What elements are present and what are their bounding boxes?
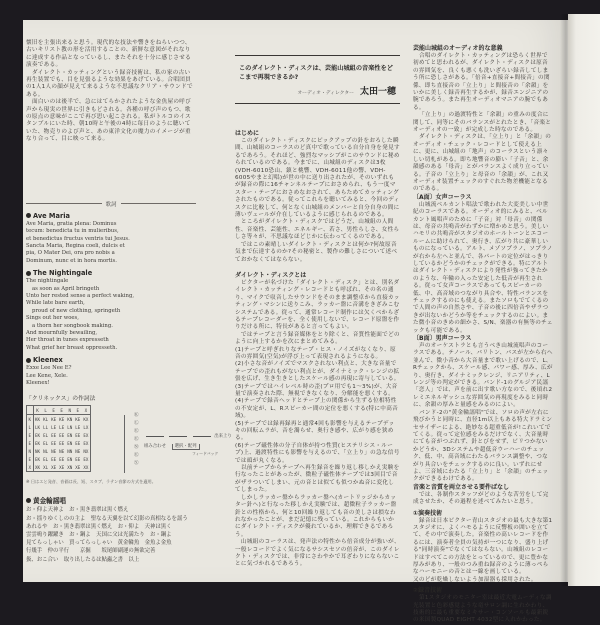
- bullet-icon: [26, 498, 31, 503]
- table-cell: NX: [83, 448, 89, 454]
- table-header-cell: E: [58, 406, 66, 415]
- next-page-edge: [568, 14, 600, 586]
- article-title: このダイレクト・ディスクは、芸能山城組の音楽性をどこまで再現できるか?: [239, 65, 393, 81]
- lyric-line: And mournfully bewailing,: [26, 329, 98, 336]
- section-body: [413, 518, 553, 585]
- lyric-line: While late bare earth,: [26, 300, 85, 307]
- lyric-line: Dominum, nunc et in hora mortis.: [26, 257, 117, 264]
- arrow-icon: [146, 436, 164, 437]
- lyric-line: 行幾手 仲の平行 京掘 坂尾師副運の無欲完善: [26, 548, 156, 555]
- table-cell: EE: [59, 432, 65, 438]
- table-cell: EX: [83, 456, 89, 462]
- paragraph: (5)テープでは録再録再と通常4回も影響を与えるテープデッキの回転ムラが、音を濁らせ、奥行き感や、広がり感を狭める。: [235, 420, 395, 442]
- table-cell: EN: [67, 432, 73, 438]
- song-title-text: Kleenex: [33, 356, 63, 365]
- paragraph: では、各制作スタッフがどのような苦労をして完成させたか、その過程を述べてみたいと思う。: [413, 491, 549, 506]
- table-row: [27, 415, 91, 424]
- lyric-line: Sings out her woes,: [26, 315, 79, 322]
- lyric-line: Lee Kene, Xele.: [26, 372, 68, 379]
- table-row: [27, 463, 91, 472]
- table-cell: KE: [75, 416, 81, 422]
- lyric-line: Kleenex!: [26, 380, 50, 386]
- table-cell: KE: [51, 416, 57, 422]
- section-body: [413, 343, 553, 484]
- table-header-cell: E: [74, 406, 82, 415]
- table-cell: EE: [59, 456, 65, 462]
- table-cell: NK: [35, 448, 41, 454]
- lyric-line: et benedictus fructus ventris tui Jesus.: [26, 235, 130, 242]
- song-title-kleenex: [26, 356, 196, 364]
- paragraph: 又のどが乾燥しないよう加湿器も採用された。: [413, 576, 537, 583]
- letter-combination-table: [26, 405, 91, 472]
- section-body: [413, 53, 553, 194]
- table-cell: EX: [83, 440, 89, 446]
- table-cell: XE: [59, 464, 65, 470]
- paragraph: ではテープと言う録音媒体をとり除くと、音質性能面でどのように向上するかを次にまとめてみる。: [235, 331, 400, 346]
- table-cell: EE: [51, 440, 57, 446]
- divider: [26, 203, 102, 204]
- paragraph: バンド-2の"黄金輪謡唱"では、ソロの声が左右に飛びかうと同時に、直径1m以上もある特大ドラミンセサイザーによる、絶妙なる超重低音が!これいてでてくる。従って定位感をみるだけでなく、大音量時にても音がつぶれず、針とびをせず、ビリつかないかどうか、3Dシステムや超低音ウーハーのチェック、低、中、高音域にわたるバランス調整や、つながり具合いをチェックするのに良い。いずれにせよ、三音域にわたる「立上り」と「余韻」のチェックができるわけである。: [413, 409, 553, 483]
- song-title-text: 黄金輪謡唱: [33, 497, 66, 506]
- subsection-heading: ②録音技術: [413, 587, 443, 595]
- table-cell: LE: [59, 424, 65, 430]
- song-title-ave-maria: [26, 212, 196, 220]
- lyric-line: Her throat in tunes expresseth: [26, 337, 109, 344]
- circled-letter: Ⓔ: [134, 429, 139, 435]
- divider: [121, 203, 197, 204]
- paragraph: (4)テープで録音へッドとテープ上の関係から生ずる位相特性の不安定が、L、Rスピーカー間の定位を悪くする(特に中高音域)。: [235, 398, 398, 420]
- flow-feedback: フィードバック: [192, 451, 219, 457]
- table-cell: LE: [75, 424, 81, 430]
- lyric-line: What grief her breast oppresseth.: [26, 344, 118, 351]
- flow-result: 出来上り: [214, 434, 232, 440]
- table-header-cell: E: [50, 406, 58, 415]
- paragraph: 声のオーケストラとも言うべき山城流唱声のコーラスである。テノール、バリトン、バスが左から右へ並んで、微小音から大音量まで歌い上げるので、L、Rチェックから、スケール感、パワー感、厚み、広がり、奥行き、ダイナミックレンジ、リニアリティ、Lレンジ等の判定ができる。バンド-1のグルジア民謡「恋人」では、声を前に出す歌い方なので、後頃れ2レミエネルギッシュな雰囲気の再現度をみると同時に、余韻の厚みと量感をみるのによい。: [413, 343, 553, 409]
- row-label: E: [28, 456, 32, 462]
- lyric-line: The nightingale: [26, 278, 69, 285]
- paragraph: (6)テープ磁性体の分子自体が持つ性質(ヒステリシス・ループ)上、過渡特性にも影響を与えるので、「立上り」の急な信号では頭が丸くなる。: [235, 442, 400, 464]
- table-cell: EL: [43, 432, 49, 438]
- table-cell: EE: [51, 432, 57, 438]
- table-cell: KE: [59, 416, 65, 422]
- lyric-line: お・揺りゆくしのの主よ 聖なる天翼を以て幻影の真相なるを謡う: [26, 515, 188, 522]
- paragraph: 山城流ベルカント唱法で歌われた大変美しい中世紀のコーラスである。オーディオ的にみると、ベルカント風唱声のために「子音」対「母音」の関係は、母音の共鳴音がわずかに増かめと思う。美しいハモリの共鳴音がスタジオのホールトーンとエコールームに助けられて、奥行き、広がり共に豪華しいものになっている。アルト、メゾソプラノ、ソプラノが右から左へと並んで、各パートの定位がはっきりしているかどうかのチェックができる。特にアルトはダイレクト・ディスクにより発性が強ってきたかのような、年輪の入った安定した低音が再生される。従って女声コーラスであってもスピーカーの低、中、高音域のつながり具合や、特性バランスをチェックするのにも使える。またソロもでてくるので人間の声の自然さや、子音の後に四倍音やザラつきが出ないかどうか等をチェックするのによい。また微小音のきめの細かさ、S/N、楽器の有無等のチェックも可能である。: [413, 201, 553, 334]
- section-heading: 〔B面〕男声コーラス: [413, 335, 472, 343]
- arrow-icon: [169, 436, 187, 437]
- lyric-line: Ave Maria, gratia plena: Dominus: [26, 220, 117, 227]
- intro-paragraph: 面白いのは後半で、急にはてらかされたような金魚屋の呼び声から現実の世界に引きもどされる。各種の呼び声のもつ、歌の原点の意味がここで再び思い起こされる。私がトルコのイスタンブルにいた時、朝10時と午後の4時に毎日のように聴いていた、物売りのよび声と、あの東洋文化の魔力のイメージが重なり合って、目に映って来る。: [26, 99, 192, 143]
- table-header-cell: L: [42, 406, 50, 415]
- table-header-cell: X: [82, 406, 91, 415]
- paragraph: (1)テープと呼ぎれりなテープ・ヒス・ノイズがなくなり、原音の雰囲気(空気)が浮び上って表現されるようになる。: [235, 346, 396, 360]
- paragraph: 「立上り」の過渡特性と「余韻」の重みの度合に関して、同等にそのバランスがとれたとき、「音楽とオーディオの一致」が完成した時なのである。: [413, 112, 552, 134]
- table-cell: NL: [43, 448, 49, 454]
- table-cell: EN: [67, 456, 73, 462]
- table-cell: EE: [51, 456, 57, 462]
- circled-letter: Ⓝ: [134, 445, 139, 451]
- table-header-cell: N: [66, 406, 74, 415]
- lyrics-nightingale: [26, 278, 196, 352]
- table-cell: XK: [35, 464, 41, 470]
- section-heading: ダイレクト・ディスクとは: [235, 271, 307, 279]
- section-heading: はじめに: [235, 130, 260, 137]
- section-body: [235, 138, 400, 264]
- section-heading: 芸能山城組のオーディオ的な意義: [413, 45, 503, 52]
- lyrics-kingyo: [26, 506, 196, 563]
- paragraph: 合唱のダイレクト・カッティングは恐らく世界で初めてと思われるが、ダイレクト・ディスクは原音の雰囲気を、良くも悪くも洗いざらい録音してしまう所に恐しさがある。「倍音+直接音+間接音」の関係、即ち直接音の「立上り」と間接音の「余韻」をいかに美しく録音再生するかが、録音エンジニアの腕であろう。また再生オーディオマニアの腕でもある。: [413, 53, 550, 111]
- lyrics-kleenex: [26, 365, 196, 387]
- byline: [239, 84, 396, 97]
- paragraph: 録音は日本ビクター青山スタジオの最も大きな第1スタジオに、よくハモるように反響板の囲いを立てて、その中で演奏した。音楽性の高いレコードを作るには、演奏者全員の気持が一つになり、盛り上げる"同時演奏"でなくてはならない。山城組のレコードはすべてこの方法をとっているので、更に豊かな厚みがあり、一般のつみ重ね録音のように薄っぺらなハーモニーの音とは一線を画している。: [413, 517, 553, 576]
- flow-step-combine: 組み合わせ: [144, 444, 166, 450]
- article-title-box: [235, 55, 400, 104]
- table-cell: LN: [67, 424, 73, 430]
- author-role: オーディオ・ディレクター: [297, 91, 354, 96]
- lyric-line: proud of new clothing, springeth: [32, 307, 121, 314]
- lyric-line: あれるや お・黒き翡翠は黒く燃え お・仰よ 天神は黒く: [26, 523, 172, 530]
- section-body: [413, 492, 553, 507]
- section-body: [413, 202, 553, 335]
- song-title-kingyo: [26, 495, 196, 505]
- kleenex-method-diagram: [26, 405, 232, 477]
- table-cell: LE: [51, 424, 57, 430]
- table-cell: XN: [67, 464, 73, 470]
- kleenex-method-title: 「クリネックス」の作詞法: [26, 396, 96, 403]
- song-title-nightingale: [26, 269, 196, 277]
- lyric-line: Sancta Maria, Regina coeli, dulcis et: [26, 242, 125, 249]
- table-header-cell: K: [33, 406, 42, 415]
- left-column: [26, 40, 232, 564]
- lyric-line: as soon as April bringeth: [32, 285, 100, 292]
- lyric-line: Unto her rested sense a perfect waking,: [26, 292, 135, 299]
- table-cell: EE: [75, 456, 81, 462]
- arrow-icon: [193, 436, 211, 437]
- circled-letter: Ⓛ: [134, 421, 139, 427]
- method-footnote: ※ 日はエと発音、音価は長、短、スタブ、ラテン音節の方式を適用。: [26, 479, 156, 485]
- paragraph: ダイレクト・ディスクは、「立上り」と「余韻」のオーディオ・チェック・レコードとして使える上に、更に、山城組の「地声」のコーラスという凛々しい切札がある。即ち地響音の膨い「子音」と、余韻感のある「母音」とがバランスよく成り立っている。子音の「立上り」と母音の「余韻」が、これ又オーディオ装置チェックのすぐれた物差機能となるのである。: [413, 134, 552, 193]
- lyric-line: pia, O Mater Dei, ora pro nobis a: [26, 250, 115, 257]
- middle-column: [235, 55, 400, 569]
- table-cell: EK: [35, 432, 41, 438]
- circled-letter: Ⓚ: [134, 413, 139, 419]
- row-label: L: [28, 424, 32, 430]
- table-cell: EE: [75, 440, 81, 446]
- paragraph: ビクターが名づけた「ダイレクト・ディスク」とは、別名ダイレクト・カッティング・レコードとも呼ばれ、その名の通り、マイクで収音したサウンドをそのまま調整卓から直接カッティング・マシンに送りこみ、ラッカー盤に音溝をきざみこむシステムである。従って、通常レコード制作には欠くべからざるテープレコーダーを、全く使用しないで、レコード原盤を作りだける所に、特長があると言ってもよい。: [235, 279, 400, 331]
- intro-paragraph: ダイレクト・カッティングという録音技術は、私の家の古い再生装置でも、目を見張るような効果をあげている。合唱団員の1人1人の顔が見えて来るような不思議なクリア・サウンドである。: [26, 69, 193, 98]
- circled-letters: [134, 412, 139, 468]
- process-flow: [144, 433, 249, 457]
- song-title-text: Ave Maria: [33, 211, 70, 220]
- bullet-icon: [26, 358, 31, 363]
- table-cell: EK: [35, 456, 41, 462]
- circled-letter: Ⓔ: [134, 437, 139, 443]
- table-cell: EE: [59, 440, 65, 446]
- table-cell: EX: [83, 432, 89, 438]
- lyric-line: tecum: benedicta tu in mulieribus,: [26, 228, 119, 235]
- feedback-loop: [172, 444, 200, 450]
- subsection-heading: ①演奏技術: [413, 509, 443, 517]
- table-row: [27, 447, 91, 455]
- table-cell: LL: [43, 424, 49, 430]
- table-cell: EL: [43, 456, 49, 462]
- row-label: N: [28, 448, 32, 454]
- lyric-line: 雲雲鳴り躍躍き お・鋼よ 天国に父は光満たり お・鋼よ: [26, 532, 172, 539]
- lyrics-header-label: 歌詞: [105, 201, 117, 208]
- author-name: 太田一穂: [359, 87, 396, 97]
- intro-text: [26, 40, 196, 144]
- table-cell: KK: [35, 416, 41, 422]
- lyric-line: 扱、おこ合い 取り出したるは鮎蟲之書 以上: [26, 556, 140, 563]
- bullet-icon: [26, 271, 31, 276]
- table-cell: NE: [59, 448, 65, 454]
- table-cell: EK: [35, 440, 41, 446]
- paragraph: ところがダイレクト・ディスクではどうだ、山城組の人間性、音楽性、芸能性、エネルギー、若さ、男性らしさ、女性らしさ等々が、不思議なほどじかに伝わってくるのである。: [235, 219, 400, 241]
- table-cell: NN: [67, 448, 73, 454]
- table-cell: LX: [83, 424, 89, 430]
- table-cell: XE: [51, 464, 57, 470]
- table-cell: KX: [83, 416, 89, 422]
- table-row: [27, 431, 91, 439]
- paragraph: 以前テープからテープへ再生録音を繰り返し移しかえ実験を行なったことがあったが、微粒子磁性体テープでは3回目で音がザラついてしまい、元の音とは似ても似つかぬ音に変化してしまった。: [235, 465, 400, 494]
- table-row: [27, 439, 91, 447]
- table-cell: EE: [75, 432, 81, 438]
- lyrics-header: [26, 200, 196, 208]
- song-title-text: The Nightingale: [33, 269, 93, 278]
- row-label: E: [28, 432, 32, 438]
- bullet-icon: [26, 213, 31, 218]
- right-column: [413, 45, 553, 625]
- paragraph: (3)テープではハイレベル時の歪(プロ用でも1〜3%)が、大音量で演奏された際、無視できなくなり、分解能を悪くする。: [235, 383, 398, 397]
- paragraph: 第1スタジオのモニター室は最近大電ムーディな調光装置と色彩感覚ような竜サロン調に生れかわり、技術的に最も重要なミキサー・コンソールも最新鋭の米国製QUAD EIGHT 4032型に入れかわった。: [413, 595, 552, 624]
- table-cell: LK: [35, 424, 41, 430]
- paragraph: しかしラッカー盤からラッカー盤へ(カートリッジからカッター針へ)と行なった移しかえ実験では、超微粒子ラッカー盤針との性格から、何と10回繰り返しても音の美しさは損なわれなかったことが、まだ記憶に残っている。これからもいかにダイレクト・ディスクが優れているか、理解できるであろう。: [235, 494, 397, 538]
- bracket: [122, 415, 125, 473]
- table-row: [27, 423, 91, 431]
- lyric-line: 見てらっしゃい 買ってらっしゃい 黄金輪魚 金魚よ金魚: [26, 540, 172, 547]
- table-cell: NE: [51, 448, 57, 454]
- table-cell: XX: [83, 464, 89, 470]
- paragraph: ではこの素晴しいダイレクト・ディスクとは何か?何故原音気まで伝達するのか?その秘密と、製作の難しさについて述べておかなくてはならない。: [235, 241, 398, 263]
- lyric-line: Exxe Lee Nee E?: [26, 365, 72, 372]
- row-label: X: [28, 464, 32, 470]
- table-cell: EL: [43, 440, 49, 446]
- flow-step-select: 選択・配列: [174, 444, 197, 450]
- paragraph: このダイレクト・ディスクにピックアップの針をおろした瞬間、山城組のコーラスのど真中で歌っている自分自身を発見するであろう。それほど、強烈なマッシブがこのサウンドに秘められているのである。今までに、山城組のディスクは3枚(VDH-6010恐山、鎮と桃響、VDH-6011他の響、VDH-6005やまと幻唱)が世の中に送り出されたが、そのいずれもが録音の際に16チャンネルテープにおさめられ、もう一度マスター・テープにおさめなおされて、あらためてカッティングされたものである。従ってこれらを聴いてみると、今回のディスクに比較して、何となく山城組のメンバーと自分自身の間に薄いヴェールが介在しているように感じられるのである。: [235, 138, 400, 219]
- paragraph: (2)小さな音がノイズでマスクされない利点と、大きな音量でテープでの歪れもがない利点とが、ダイナミック・レンジの拡張を広げ、生き生きとしたスケール感の再現に寄与している。: [235, 361, 400, 383]
- table-cell: KN: [67, 416, 73, 422]
- circled-letter: Ⓧ: [134, 461, 139, 467]
- table-row: [27, 455, 91, 463]
- table-cell: XE: [75, 464, 81, 470]
- lyrics-ave-maria: [26, 221, 196, 265]
- section-body: [235, 280, 400, 569]
- table-cell: NE: [75, 448, 81, 454]
- circled-letter: Ⓔ: [134, 453, 139, 459]
- section-heading: 〔A面〕女声コーラス: [413, 193, 472, 201]
- paragraph: 山城組のコーラスは、発声法の特性から倍音成分が強いが、一般レコードでよく気になるサシスセソの倍音が、このダイレクト・ディスクでは、非常にさわやかで耳ざわりにならないことに気づかれるであろう。: [235, 539, 400, 568]
- lyric-line: a thorn her songbook making.: [32, 322, 113, 329]
- table-cell: EN: [67, 440, 73, 446]
- table-cell: XL: [43, 464, 49, 470]
- row-label: K: [28, 416, 32, 422]
- intro-paragraph: 懐旧を主張出来ると思う。現代的な技法や響きをねらいつつ、古いキリスト教の形を活用することの、新鮮な意図がそれなりに達成する作品となっているし、またそれを十分に感じさせる演奏である。: [26, 40, 192, 69]
- section-heading: 音楽と音質を両立させる要件ばなし: [413, 483, 510, 491]
- lyric-line: お・仰よ天神よ お・黒き翡翠は黒く燃え: [26, 507, 129, 514]
- table-cell: KL: [43, 416, 49, 422]
- row-label: E: [28, 440, 32, 446]
